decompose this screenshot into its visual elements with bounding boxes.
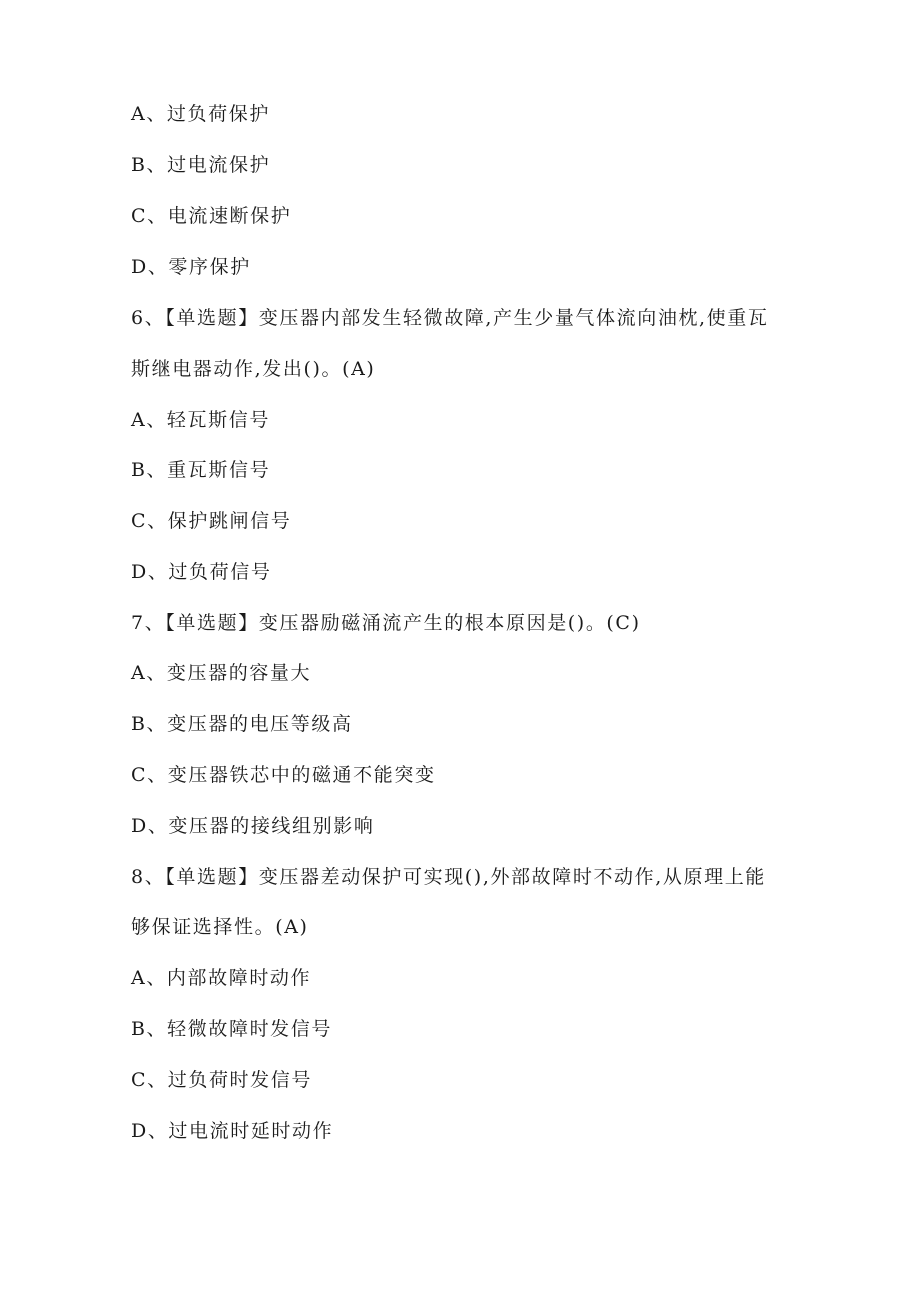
- q8-stem-line1: 8、【单选题】变压器差动保护可实现(),外部故障时不动作,从原理上能: [131, 866, 766, 888]
- q6-option-c: C、保护跳闸信号: [131, 510, 292, 532]
- q6-stem-line2: 斯继电器动作,发出()。(A): [131, 358, 376, 380]
- q8-option-d: D、过电流时延时动作: [131, 1120, 334, 1142]
- q5-option-a: A、过负荷保护: [131, 103, 270, 125]
- q8-stem-line2: 够保证选择性。(A): [131, 916, 309, 938]
- q7-option-c: C、变压器铁芯中的磁通不能突变: [131, 764, 436, 786]
- q5-option-d: D、零序保护: [131, 256, 251, 278]
- q7-option-b: B、变压器的电压等级高: [131, 713, 353, 735]
- q7-option-a: A、变压器的容量大: [131, 662, 312, 684]
- q6-stem-line1: 6、【单选题】变压器内部发生轻微故障,产生少量气体流向油枕,使重瓦: [131, 307, 769, 329]
- q8-option-b: B、轻微故障时发信号: [131, 1018, 332, 1040]
- q5-option-b: B、过电流保护: [131, 154, 271, 176]
- q8-option-a: A、内部故障时动作: [131, 967, 312, 989]
- q6-option-a: A、轻瓦斯信号: [131, 409, 270, 431]
- q7-stem-line1: 7、【单选题】变压器励磁涌流产生的根本原因是()。(C): [131, 612, 641, 634]
- q7-option-d: D、变压器的接线组别影响: [131, 815, 375, 837]
- q8-option-c: C、过负荷时发信号: [131, 1069, 312, 1091]
- q6-option-b: B、重瓦斯信号: [131, 459, 271, 481]
- q6-option-d: D、过负荷信号: [131, 561, 272, 583]
- q5-option-c: C、电流速断保护: [131, 205, 292, 227]
